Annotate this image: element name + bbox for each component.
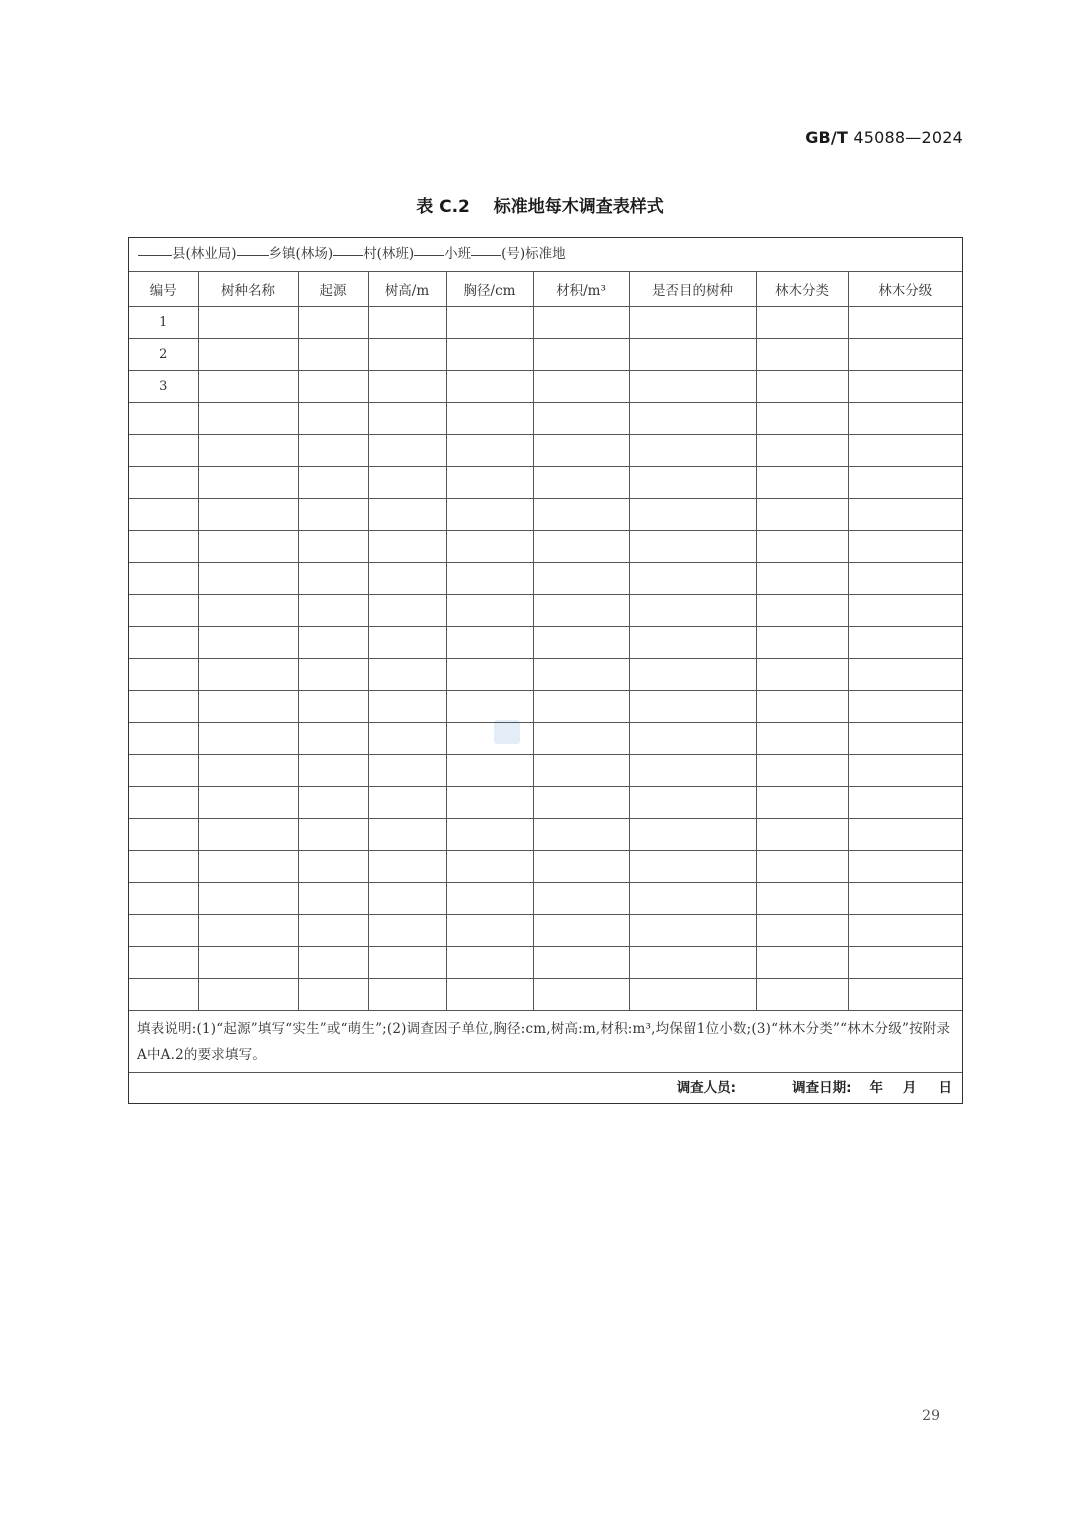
cell-number bbox=[129, 722, 198, 754]
cell-number: 1 bbox=[129, 306, 198, 338]
cell-tree-grade[interactable] bbox=[848, 562, 962, 594]
cell-species[interactable] bbox=[198, 850, 298, 882]
month-label: 月 bbox=[903, 1079, 917, 1096]
cell-number bbox=[129, 978, 198, 1010]
cell-species[interactable] bbox=[198, 786, 298, 818]
fill-instructions: 填表说明:(1)“起源”填写“实生”或“萌生”;(2)调查因子单位,胸径:cm,树高:m,材积:m³,均保留1位小数;(3)“林木分类”“林木分级”按附录A中A.2的要求填写。 bbox=[129, 1011, 962, 1073]
cell-target-species[interactable] bbox=[629, 338, 756, 370]
cell-target-species[interactable] bbox=[629, 370, 756, 402]
cell-tree-class[interactable] bbox=[756, 402, 848, 434]
cell-number bbox=[129, 786, 198, 818]
cell-dbh[interactable] bbox=[446, 498, 533, 530]
table-row bbox=[129, 690, 962, 722]
cell-origin[interactable] bbox=[298, 466, 368, 498]
cell-tree-grade[interactable] bbox=[848, 530, 962, 562]
table-row bbox=[129, 818, 962, 850]
cell-tree-grade[interactable] bbox=[848, 466, 962, 498]
cell-number bbox=[129, 946, 198, 978]
cell-tree-class[interactable] bbox=[756, 306, 848, 338]
cell-number bbox=[129, 914, 198, 946]
cell-tree-grade[interactable] bbox=[848, 786, 962, 818]
col-header-height: 树高/m bbox=[368, 272, 446, 306]
cell-target-species[interactable] bbox=[629, 626, 756, 658]
cell-height[interactable] bbox=[368, 754, 446, 786]
village-label: 村(林班) bbox=[363, 246, 415, 262]
cell-dbh[interactable] bbox=[446, 978, 533, 1010]
cell-species[interactable] bbox=[198, 818, 298, 850]
cell-height[interactable] bbox=[368, 434, 446, 466]
cell-origin[interactable] bbox=[298, 754, 368, 786]
cell-volume[interactable] bbox=[533, 882, 629, 914]
cell-height[interactable] bbox=[368, 466, 446, 498]
table-row bbox=[129, 594, 962, 626]
cell-origin[interactable] bbox=[298, 690, 368, 722]
cell-volume[interactable] bbox=[533, 562, 629, 594]
table-row bbox=[129, 722, 962, 754]
table-row bbox=[129, 434, 962, 466]
subcompartment-label: 小班 bbox=[444, 246, 472, 262]
cell-origin[interactable] bbox=[298, 530, 368, 562]
cell-height[interactable] bbox=[368, 818, 446, 850]
cell-volume[interactable] bbox=[533, 786, 629, 818]
table-name: 标准地每木调查表样式 bbox=[493, 197, 664, 217]
cell-target-species[interactable] bbox=[629, 786, 756, 818]
cell-tree-class[interactable] bbox=[756, 530, 848, 562]
cell-height[interactable] bbox=[368, 562, 446, 594]
survey-form bbox=[128, 237, 963, 1104]
cell-tree-class[interactable] bbox=[756, 626, 848, 658]
survey-body bbox=[129, 306, 962, 1010]
cell-dbh[interactable] bbox=[446, 626, 533, 658]
cell-target-species[interactable] bbox=[629, 882, 756, 914]
cell-tree-grade[interactable] bbox=[848, 434, 962, 466]
cell-height[interactable] bbox=[368, 626, 446, 658]
standard-prefix: GB/T bbox=[805, 128, 849, 147]
cell-number bbox=[129, 850, 198, 882]
cell-tree-class[interactable] bbox=[756, 882, 848, 914]
cell-volume[interactable] bbox=[533, 754, 629, 786]
cell-number bbox=[129, 594, 198, 626]
cell-tree-grade[interactable] bbox=[848, 818, 962, 850]
standard-code bbox=[805, 128, 963, 147]
cell-dbh[interactable] bbox=[446, 434, 533, 466]
cell-volume[interactable] bbox=[533, 946, 629, 978]
cell-number bbox=[129, 626, 198, 658]
cell-target-species[interactable] bbox=[629, 690, 756, 722]
cell-tree-class[interactable] bbox=[756, 850, 848, 882]
cell-number: 3 bbox=[129, 370, 198, 402]
cell-dbh[interactable] bbox=[446, 690, 533, 722]
cell-origin[interactable] bbox=[298, 978, 368, 1010]
cell-height[interactable] bbox=[368, 658, 446, 690]
cell-height[interactable] bbox=[368, 850, 446, 882]
cell-volume[interactable] bbox=[533, 402, 629, 434]
cell-target-species[interactable] bbox=[629, 306, 756, 338]
table-row bbox=[129, 530, 962, 562]
cell-height[interactable] bbox=[368, 690, 446, 722]
cell-tree-class[interactable] bbox=[756, 466, 848, 498]
cell-origin[interactable] bbox=[298, 562, 368, 594]
cell-target-species[interactable] bbox=[629, 914, 756, 946]
village-blank[interactable] bbox=[333, 243, 363, 256]
cell-origin[interactable] bbox=[298, 594, 368, 626]
col-header-tree-class: 林木分类 bbox=[756, 272, 848, 306]
cell-tree-class[interactable] bbox=[756, 690, 848, 722]
cell-tree-class[interactable] bbox=[756, 498, 848, 530]
cell-height[interactable] bbox=[368, 914, 446, 946]
cell-volume[interactable] bbox=[533, 658, 629, 690]
cell-tree-grade[interactable] bbox=[848, 402, 962, 434]
cell-species[interactable] bbox=[198, 882, 298, 914]
cell-dbh[interactable] bbox=[446, 882, 533, 914]
cell-height[interactable] bbox=[368, 306, 446, 338]
cell-origin[interactable] bbox=[298, 626, 368, 658]
county-blank[interactable] bbox=[138, 243, 172, 256]
cell-origin[interactable] bbox=[298, 434, 368, 466]
survey-table bbox=[129, 272, 962, 1011]
table-row bbox=[129, 466, 962, 498]
cell-target-species[interactable] bbox=[629, 754, 756, 786]
town-label: 乡镇(林场) bbox=[268, 246, 334, 262]
cell-species[interactable] bbox=[198, 594, 298, 626]
col-header-volume: 材积/m³ bbox=[533, 272, 629, 306]
cell-tree-grade[interactable] bbox=[848, 850, 962, 882]
cell-species[interactable] bbox=[198, 338, 298, 370]
cell-volume[interactable] bbox=[533, 818, 629, 850]
cell-number bbox=[129, 530, 198, 562]
cell-tree-grade[interactable] bbox=[848, 658, 962, 690]
cell-volume[interactable] bbox=[533, 626, 629, 658]
cell-target-species[interactable] bbox=[629, 402, 756, 434]
cell-volume[interactable] bbox=[533, 466, 629, 498]
cell-height[interactable] bbox=[368, 498, 446, 530]
cell-dbh[interactable] bbox=[446, 370, 533, 402]
year-label: 年 bbox=[869, 1079, 883, 1096]
cell-tree-grade[interactable] bbox=[848, 594, 962, 626]
county-label: 县(林业局) bbox=[172, 246, 237, 262]
cell-dbh[interactable] bbox=[446, 914, 533, 946]
cell-number bbox=[129, 434, 198, 466]
subcompartment-blank[interactable] bbox=[414, 243, 444, 256]
table-row bbox=[129, 626, 962, 658]
cell-target-species[interactable] bbox=[629, 658, 756, 690]
cell-target-species[interactable] bbox=[629, 850, 756, 882]
cell-tree-class[interactable] bbox=[756, 370, 848, 402]
cell-tree-grade[interactable] bbox=[848, 626, 962, 658]
plot-blank[interactable] bbox=[471, 243, 501, 256]
cell-species[interactable] bbox=[198, 306, 298, 338]
cell-number bbox=[129, 466, 198, 498]
cell-number: 2 bbox=[129, 338, 198, 370]
cell-species[interactable] bbox=[198, 978, 298, 1010]
table-row bbox=[129, 946, 962, 978]
cell-dbh[interactable] bbox=[446, 338, 533, 370]
cell-origin[interactable] bbox=[298, 882, 368, 914]
cell-tree-class[interactable] bbox=[756, 978, 848, 1010]
cell-dbh[interactable] bbox=[446, 402, 533, 434]
cell-dbh[interactable] bbox=[446, 530, 533, 562]
cell-tree-grade[interactable] bbox=[848, 690, 962, 722]
cell-tree-class[interactable] bbox=[756, 434, 848, 466]
cell-target-species[interactable] bbox=[629, 978, 756, 1010]
cell-origin[interactable] bbox=[298, 370, 368, 402]
cell-height[interactable] bbox=[368, 594, 446, 626]
cell-dbh[interactable] bbox=[446, 658, 533, 690]
col-header-species: 树种名称 bbox=[198, 272, 298, 306]
cell-volume[interactable] bbox=[533, 978, 629, 1010]
table-row bbox=[129, 754, 962, 786]
cell-species[interactable] bbox=[198, 498, 298, 530]
cell-origin[interactable] bbox=[298, 946, 368, 978]
col-header-tree-grade: 林木分级 bbox=[848, 272, 962, 306]
cell-species[interactable] bbox=[198, 402, 298, 434]
cell-target-species[interactable] bbox=[629, 498, 756, 530]
cell-species[interactable] bbox=[198, 466, 298, 498]
date-label: 调查日期: bbox=[792, 1079, 852, 1096]
cell-target-species[interactable] bbox=[629, 722, 756, 754]
col-header-target-species: 是否目的树种 bbox=[629, 272, 756, 306]
cell-species[interactable] bbox=[198, 754, 298, 786]
cell-height[interactable] bbox=[368, 882, 446, 914]
cell-height[interactable] bbox=[368, 370, 446, 402]
cell-tree-grade[interactable] bbox=[848, 306, 962, 338]
cell-species[interactable] bbox=[198, 626, 298, 658]
cell-target-species[interactable] bbox=[629, 562, 756, 594]
location-line bbox=[129, 238, 962, 272]
day-label: 日 bbox=[938, 1079, 952, 1096]
cell-species[interactable] bbox=[198, 562, 298, 594]
table-row bbox=[129, 370, 962, 402]
cell-volume[interactable] bbox=[533, 338, 629, 370]
cell-height[interactable] bbox=[368, 402, 446, 434]
cell-species[interactable] bbox=[198, 434, 298, 466]
cell-target-species[interactable] bbox=[629, 530, 756, 562]
cell-height[interactable] bbox=[368, 978, 446, 1010]
cell-target-species[interactable] bbox=[629, 466, 756, 498]
cell-volume[interactable] bbox=[533, 498, 629, 530]
cell-number bbox=[129, 498, 198, 530]
cell-height[interactable] bbox=[368, 722, 446, 754]
cell-dbh[interactable] bbox=[446, 850, 533, 882]
cell-height[interactable] bbox=[368, 786, 446, 818]
cell-tree-class[interactable] bbox=[756, 658, 848, 690]
cell-volume[interactable] bbox=[533, 370, 629, 402]
cell-number bbox=[129, 658, 198, 690]
cell-tree-class[interactable] bbox=[756, 754, 848, 786]
cell-tree-grade[interactable] bbox=[848, 722, 962, 754]
cell-species[interactable] bbox=[198, 530, 298, 562]
cell-species[interactable] bbox=[198, 946, 298, 978]
cell-volume[interactable] bbox=[533, 914, 629, 946]
cell-origin[interactable] bbox=[298, 914, 368, 946]
table-row bbox=[129, 338, 962, 370]
cell-height[interactable] bbox=[368, 530, 446, 562]
cell-dbh[interactable] bbox=[446, 562, 533, 594]
cell-origin[interactable] bbox=[298, 338, 368, 370]
cell-tree-class[interactable] bbox=[756, 818, 848, 850]
cell-volume[interactable] bbox=[533, 530, 629, 562]
cell-volume[interactable] bbox=[533, 690, 629, 722]
cell-tree-grade[interactable] bbox=[848, 338, 962, 370]
table-row bbox=[129, 562, 962, 594]
cell-volume[interactable] bbox=[533, 594, 629, 626]
table-row bbox=[129, 914, 962, 946]
standard-number: 45088—2024 bbox=[853, 128, 963, 147]
cell-dbh[interactable] bbox=[446, 594, 533, 626]
cell-target-species[interactable] bbox=[629, 594, 756, 626]
cell-tree-grade[interactable] bbox=[848, 370, 962, 402]
table-row bbox=[129, 306, 962, 338]
cell-tree-grade[interactable] bbox=[848, 946, 962, 978]
cell-dbh[interactable] bbox=[446, 722, 533, 754]
cell-dbh[interactable] bbox=[446, 306, 533, 338]
cell-volume[interactable] bbox=[533, 306, 629, 338]
cell-species[interactable] bbox=[198, 370, 298, 402]
cell-tree-class[interactable] bbox=[756, 786, 848, 818]
cell-number bbox=[129, 562, 198, 594]
cell-tree-class[interactable] bbox=[756, 338, 848, 370]
cell-origin[interactable] bbox=[298, 306, 368, 338]
table-row bbox=[129, 850, 962, 882]
cell-species[interactable] bbox=[198, 722, 298, 754]
cell-species[interactable] bbox=[198, 690, 298, 722]
cell-origin[interactable] bbox=[298, 722, 368, 754]
cell-species[interactable] bbox=[198, 658, 298, 690]
table-row bbox=[129, 978, 962, 1010]
signature-line bbox=[129, 1073, 962, 1103]
table-row bbox=[129, 882, 962, 914]
cell-origin[interactable] bbox=[298, 658, 368, 690]
cell-dbh[interactable] bbox=[446, 754, 533, 786]
cell-number bbox=[129, 754, 198, 786]
cell-tree-class[interactable] bbox=[756, 946, 848, 978]
table-row bbox=[129, 658, 962, 690]
table-title bbox=[0, 192, 1080, 217]
col-header-dbh: 胸径/cm bbox=[446, 272, 533, 306]
cell-tree-grade[interactable] bbox=[848, 978, 962, 1010]
cell-tree-class[interactable] bbox=[756, 562, 848, 594]
cell-number bbox=[129, 882, 198, 914]
cell-dbh[interactable] bbox=[446, 946, 533, 978]
cell-dbh[interactable] bbox=[446, 466, 533, 498]
cell-origin[interactable] bbox=[298, 786, 368, 818]
cell-species[interactable] bbox=[198, 914, 298, 946]
cell-tree-grade[interactable] bbox=[848, 882, 962, 914]
cell-number bbox=[129, 690, 198, 722]
cell-height[interactable] bbox=[368, 338, 446, 370]
cell-origin[interactable] bbox=[298, 402, 368, 434]
cell-tree-class[interactable] bbox=[756, 722, 848, 754]
cell-volume[interactable] bbox=[533, 850, 629, 882]
cell-tree-grade[interactable] bbox=[848, 498, 962, 530]
cell-height[interactable] bbox=[368, 946, 446, 978]
cell-volume[interactable] bbox=[533, 434, 629, 466]
surveyor-label: 调查人员: bbox=[676, 1079, 737, 1096]
cell-tree-grade[interactable] bbox=[848, 914, 962, 946]
cell-origin[interactable] bbox=[298, 818, 368, 850]
cell-origin[interactable] bbox=[298, 498, 368, 530]
page-number: 29 bbox=[922, 1408, 940, 1424]
table-row bbox=[129, 402, 962, 434]
cell-target-species[interactable] bbox=[629, 434, 756, 466]
col-header-origin: 起源 bbox=[298, 272, 368, 306]
town-blank[interactable] bbox=[237, 243, 269, 256]
cell-origin[interactable] bbox=[298, 850, 368, 882]
plot-label: (号)标准地 bbox=[501, 246, 566, 262]
cell-tree-class[interactable] bbox=[756, 594, 848, 626]
cell-dbh[interactable] bbox=[446, 786, 533, 818]
col-header-number: 编号 bbox=[129, 272, 198, 306]
cell-tree-grade[interactable] bbox=[848, 754, 962, 786]
header-row bbox=[129, 272, 962, 306]
table-row bbox=[129, 786, 962, 818]
table-number: 表 C.2 bbox=[416, 197, 470, 217]
cell-dbh[interactable] bbox=[446, 818, 533, 850]
cell-target-species[interactable] bbox=[629, 818, 756, 850]
cell-volume[interactable] bbox=[533, 722, 629, 754]
cell-number bbox=[129, 402, 198, 434]
table-row bbox=[129, 498, 962, 530]
cell-number bbox=[129, 818, 198, 850]
cell-target-species[interactable] bbox=[629, 946, 756, 978]
cell-tree-class[interactable] bbox=[756, 914, 848, 946]
